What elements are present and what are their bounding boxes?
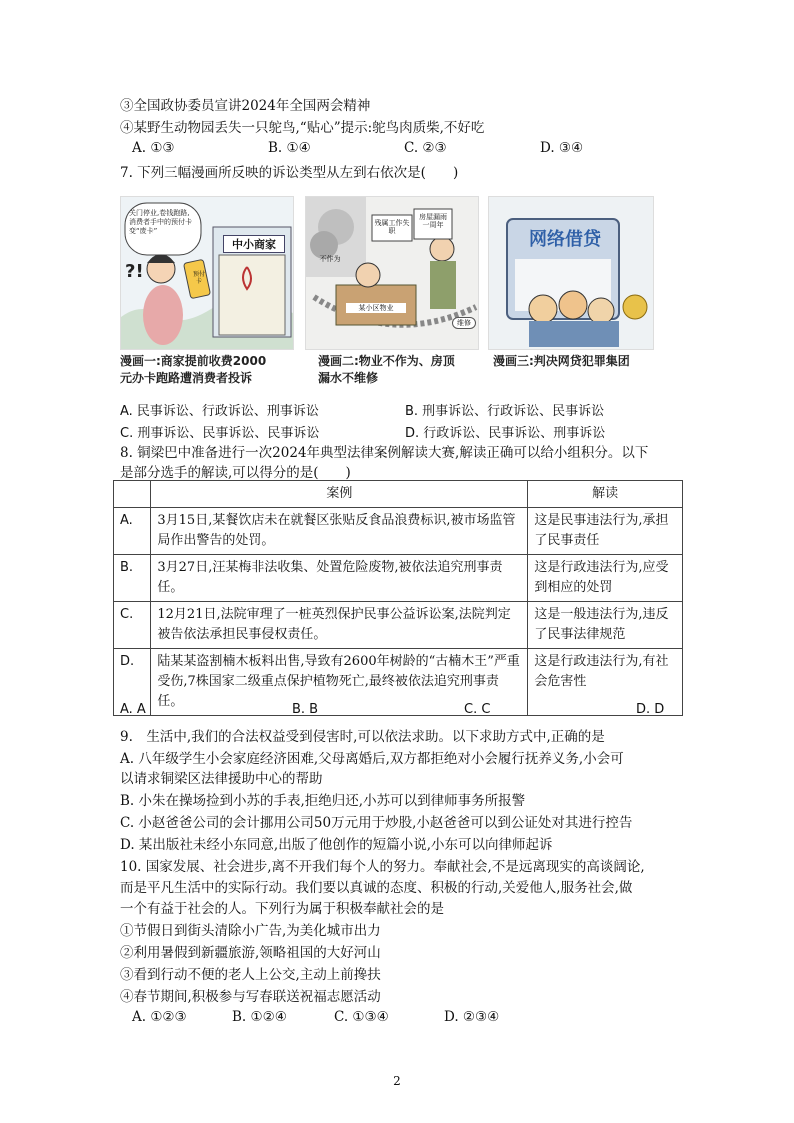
q7-option-d: D. 行政诉讼、民事诉讼、刑事诉讼	[405, 426, 606, 441]
comic-2-caption-line-1: 漫画二:物业不作为、房顶	[318, 354, 455, 368]
comic-3-caption	[493, 353, 630, 370]
comic-2-desk-label: 某小区物业	[346, 303, 406, 313]
comic-3-illustration	[489, 197, 653, 349]
comic-2-paper-label: 不作为	[319, 255, 341, 263]
row-interpretation: 这是行政违法行为,有社会危害性	[528, 649, 683, 716]
q10-stem-line-1: 10. 国家发展、社会进步,离不开我们每个人的努力。奉献社会,不是远离现实的高谈阔论,	[120, 859, 645, 875]
q10-options	[132, 1009, 692, 1025]
q8-case-table	[113, 480, 683, 716]
q6-item-3: ③全国政协委员宣讲2024年全国两会精神	[120, 98, 371, 114]
row-interpretation: 这是行政违法行为,应受到相应的处罚	[528, 555, 683, 602]
q7-option-a: A. 民事诉讼、行政诉讼、刑事诉讼	[120, 404, 319, 419]
q9-option-c: C. 小赵爸爸公司的会计挪用公司50万元用于炒股,小赵爸爸可以到公证处对其进行控告	[120, 815, 633, 831]
row-case: 12月21日,法院审理了一桩英烈保护民事公益诉讼案,法院判定被告依法承担民事侵权责任。	[151, 602, 528, 649]
comic-1-card-text: 预付卡	[192, 271, 205, 285]
row-label: D.	[114, 649, 151, 716]
comic-1-caption-line-2: 元办卡跑路遭消费者投诉	[120, 371, 253, 385]
row-label: A.	[114, 508, 151, 555]
comic-1-mark: ?!	[125, 261, 144, 282]
q8-stem-line-2: 是部分选手的解读,可以得分的是( )	[120, 465, 351, 481]
row-interpretation: 这是一般违法行为,违反了民事法律规范	[528, 602, 683, 649]
q8-option-c: C. C	[464, 702, 491, 717]
q8-option-d: D. D	[636, 702, 665, 717]
q8-option-b: B. B	[292, 702, 319, 717]
q8-option-a: A. A	[120, 702, 146, 717]
row-interpretation: 这是民事违法行为,承担了民事责任	[528, 508, 683, 555]
comic-1-image	[120, 196, 294, 350]
q10-item-3: ③看到行动不便的老人上公交,主动上前搀扶	[120, 967, 381, 983]
table-row	[114, 602, 683, 649]
comic-3-caption-line-1: 漫画三:判决网贷犯罪集团	[493, 354, 630, 368]
q8-options	[120, 702, 690, 717]
q9-option-a-line-1: A. 八年级学生小会家庭经济困难,父母离婚后,双方都拒绝对小会履行抚养义务,小会可	[120, 751, 624, 767]
q6-option-b: B. ①④	[268, 140, 311, 156]
comic-1-caption	[120, 353, 266, 387]
q10-option-d: D. ②③④	[444, 1009, 500, 1025]
table-header-row	[114, 481, 683, 508]
q9-option-b: B. 小朱在操场捡到小苏的手表,拒绝归还,小苏可以到律师事务所报警	[120, 793, 526, 809]
q9-option-a-line-2: 以请求铜梁区法律援助中心的帮助	[120, 771, 323, 787]
table-header-blank	[114, 481, 151, 508]
row-case: 陆某某盗割楠木板料出售,导致有2600年树龄的“古楠木王”严重受伤,7株国家二级重点保护植物死亡,最终被依法追究刑事责任。	[151, 649, 528, 716]
comic-2-sign-2: 房屋漏雨一周年	[419, 213, 447, 229]
q10-stem-line-2: 而是平凡生活中的实际行动。我们要以真诚的态度、积极的行动,关爱他人,服务社会,做	[120, 880, 633, 896]
q7-option-c: C. 刑事诉讼、民事诉讼、民事诉讼	[120, 426, 320, 441]
q9-stem: 9. 生活中,我们的合法权益受到侵害时,可以依法求助。以下求助方式中,正确的是	[120, 729, 605, 745]
row-case: 3月27日,汪某梅非法收集、处置危险废物,被依法追究刑事责任。	[151, 555, 528, 602]
q6-option-a: A. ①③	[132, 140, 175, 156]
q6-option-d: D. ③④	[540, 140, 584, 156]
q10-option-a: A. ①②③	[132, 1009, 187, 1025]
comic-2-sign-1: 残属工作失职	[374, 219, 410, 235]
q7-stem: 7. 下列三幅漫画所反映的诉讼类型从左到右依次是( )	[120, 165, 459, 181]
comic-1-bubble: 关门停业,卷钱跑路,消费者手中的预付卡变“废卡”	[129, 209, 192, 235]
q10-option-c: C. ①③④	[334, 1009, 389, 1025]
comic-1-caption-line-1: 漫画一:商家提前收费2000	[120, 354, 267, 368]
q10-item-2: ②利用暑假到新疆旅游,领略祖国的大好河山	[120, 945, 381, 961]
q10-item-1: ①节假日到街头清除小广告,为美化城市出力	[120, 923, 381, 939]
q7-option-b: B. 刑事诉讼、行政诉讼、民事诉讼	[405, 404, 605, 419]
table-header-case: 案例	[151, 481, 528, 508]
comic-2-image	[305, 196, 479, 350]
comic-1-store-sign: 中小商家	[223, 235, 285, 253]
comic-2-caption	[318, 353, 455, 387]
page-number: 2	[393, 1074, 401, 1088]
row-label: B.	[114, 555, 151, 602]
table-row	[114, 508, 683, 555]
q6-item-4: ④某野生动物园丢失一只鸵鸟,“贴心”提示:鸵鸟肉质柴,不好吃	[120, 120, 485, 136]
q8-stem-line-1: 8. 铜梁巴中准备进行一次2024年典型法律案例解读大赛,解读正确可以给小组积分。以下	[120, 445, 649, 461]
q10-option-b: B. ①②④	[232, 1009, 287, 1025]
q7-options-row-2	[120, 422, 690, 441]
q9-option-d: D. 某出版社未经小东同意,出版了他创作的短篇小说,小东可以向律师起诉	[120, 837, 553, 853]
q10-item-4: ④春节期间,积极参与写春联送祝福志愿活动	[120, 989, 381, 1005]
comic-2-bubble: 维修	[452, 317, 476, 329]
q10-stem-line-3: 一个有益于社会的人。下列行为属于积极奉献社会的是	[120, 901, 444, 917]
row-case: 3月15日,某餐饮店未在就餐区张贴反食品浪费标识,被市场监管局作出警告的处罚。	[151, 508, 528, 555]
q6-option-c: C. ②③	[404, 140, 447, 156]
table-header-interpretation: 解读	[528, 481, 683, 508]
comic-2-caption-line-2: 漏水不维修	[318, 371, 379, 385]
q7-options-row-1	[120, 400, 690, 419]
row-label: C.	[114, 602, 151, 649]
comic-3-banner: 网络借贷	[529, 229, 601, 250]
table-row	[114, 555, 683, 602]
q6-options	[132, 140, 692, 156]
comic-3-image	[488, 196, 654, 350]
